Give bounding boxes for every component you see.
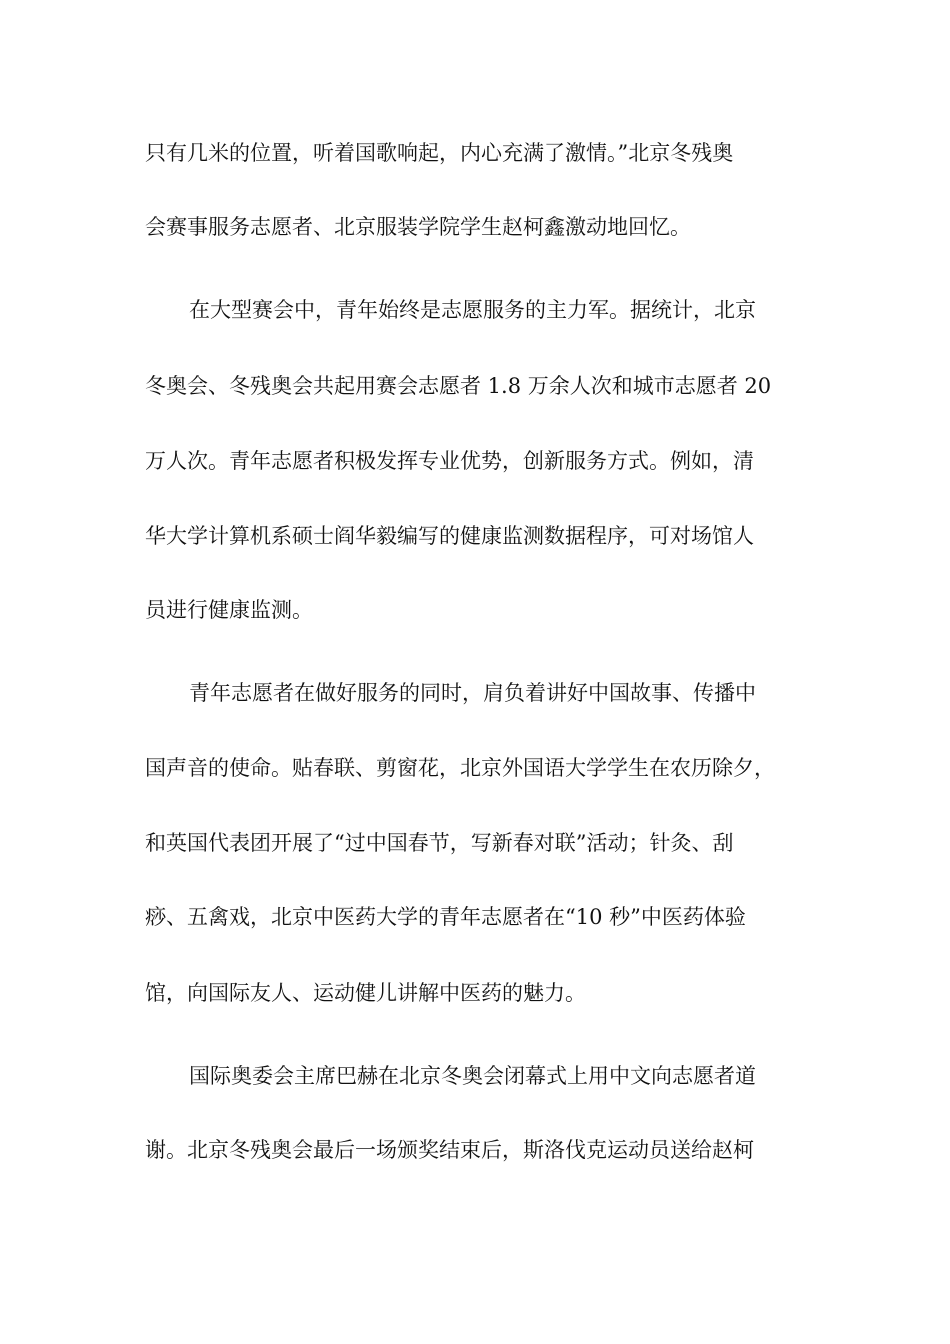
text-line: 痧、五禽戏，北京中医药大学的青年志愿者在“10 秒”中医药体验 — [145, 905, 746, 929]
text-line: 在大型赛会中，青年始终是志愿服务的主力军。据统计，北京 — [189, 298, 756, 322]
text-line: 国声音的使命。贴春联、剪窗花，北京外国语大学学生在农历除夕， — [145, 756, 775, 780]
text-line: 只有几米的位置，听着国歌响起，内心充满了激情。”北京冬残奥 — [145, 141, 734, 165]
text-line: 万人次。青年志愿者积极发挥专业优势，创新服务方式。例如，清 — [145, 449, 754, 473]
text-line: 谢。北京冬残奥会最后一场颁奖结束后，斯洛伐克运动员送给赵柯 — [145, 1138, 754, 1162]
text-line: 冬奥会、冬残奥会共起用赛会志愿者 1.8 万余人次和城市志愿者 20 — [145, 374, 772, 398]
text-line: 员进行健康监测。 — [145, 598, 313, 622]
text-line: 青年志愿者在做好服务的同时，肩负着讲好中国故事、传播中 — [189, 681, 756, 705]
text-line: 国际奥委会主席巴赫在北京冬奥会闭幕式上用中文向志愿者道 — [189, 1064, 756, 1088]
text-line: 馆，向国际友人、运动健儿讲解中医药的魅力。 — [145, 981, 586, 1005]
text-line: 和英国代表团开展了“过中国春节，写新春对联”活动；针灸、刮 — [145, 831, 734, 855]
text-line: 华大学计算机系硕士阎华毅编写的健康监测数据程序，可对场馆人 — [145, 524, 754, 548]
text-line: 会赛事服务志愿者、北京服装学院学生赵柯鑫激动地回忆。 — [145, 215, 691, 239]
